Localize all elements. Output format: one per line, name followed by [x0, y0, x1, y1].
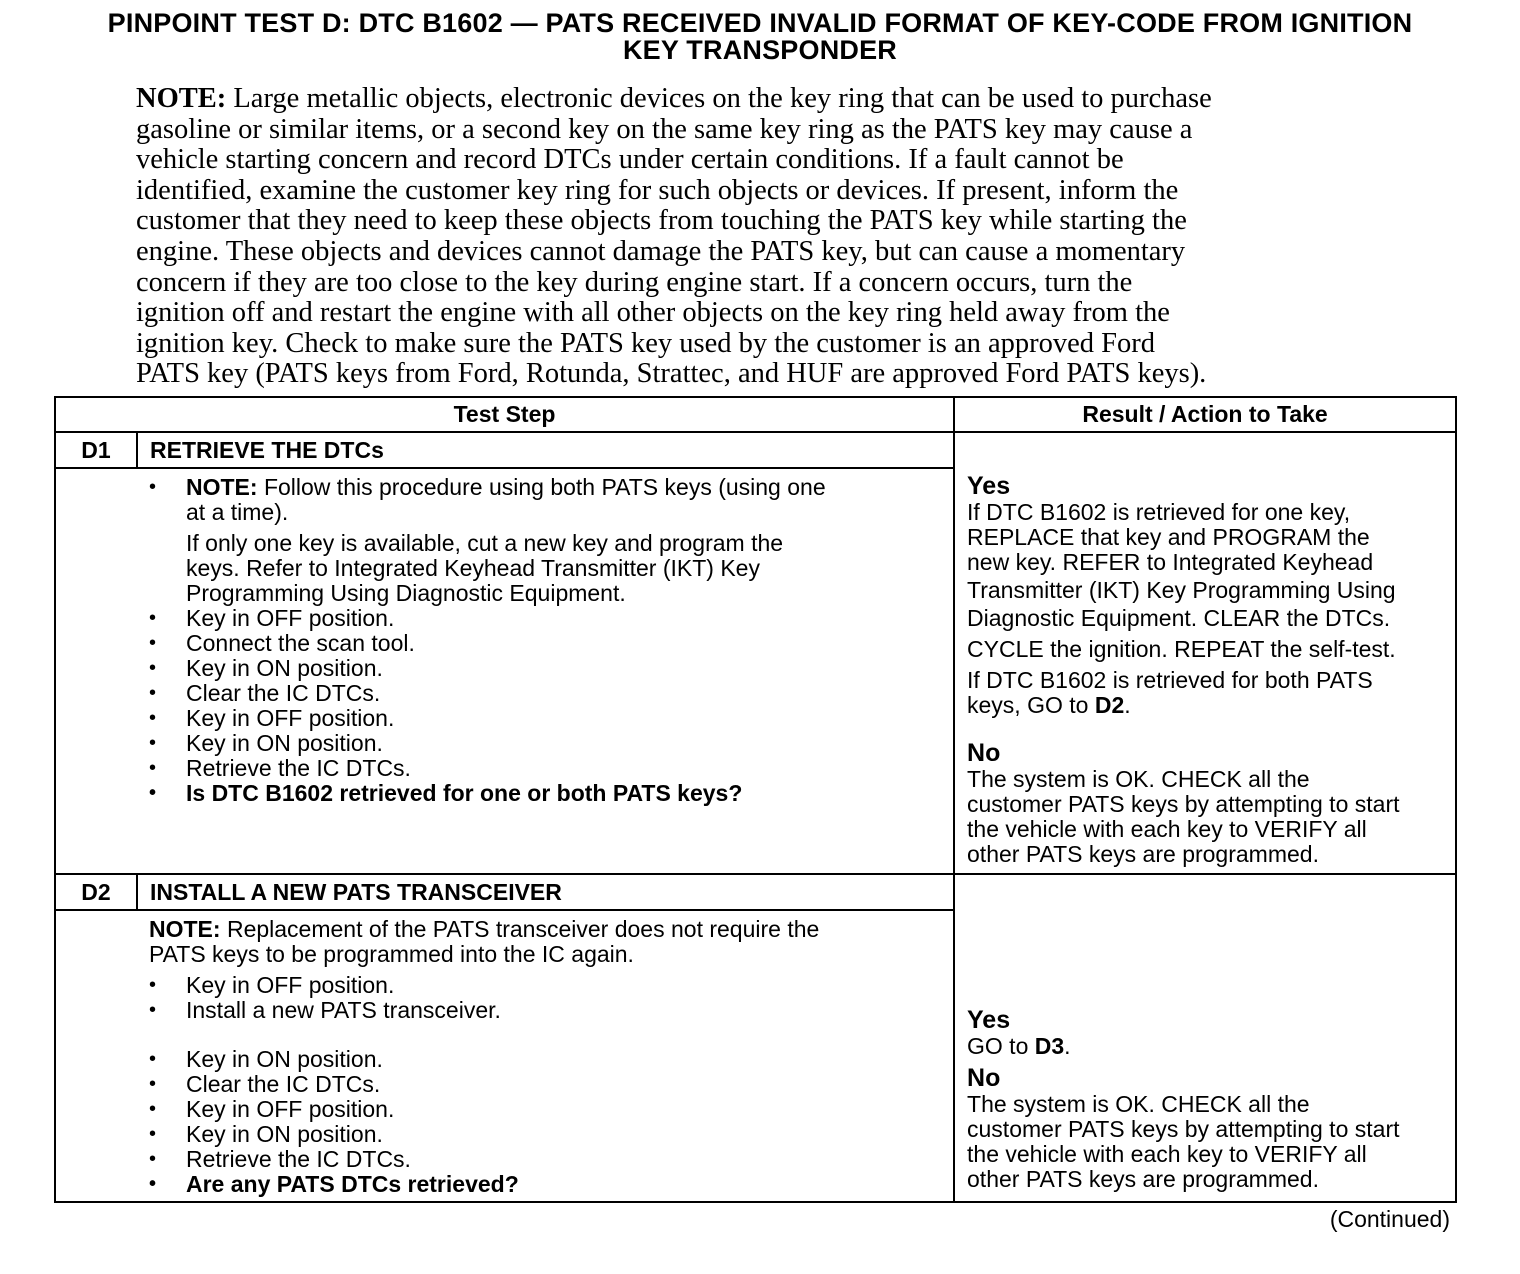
- list-item: • Key in ON position.: [149, 1122, 933, 1147]
- note-line: vehicle starting concern and record DTCs under certain conditions. If a fault cannot be: [136, 144, 1124, 176]
- step-id-d2: D2: [55, 874, 137, 910]
- list-item-continuation: keys. Refer to Integrated Keyhead Transmitter (IKT) Key: [186, 555, 760, 581]
- result-cell-d1: [954, 432, 1456, 874]
- pinpoint-test-table: [54, 396, 1457, 1203]
- result-line: the vehicle with each key to VERIFY all: [967, 816, 1367, 842]
- list-item: • Key in OFF position.: [149, 606, 933, 631]
- table-row: [55, 432, 1456, 468]
- result-line: If DTC B1602 is retrieved for one key,: [967, 499, 1351, 525]
- title-line-2: KEY TRANSPONDER: [622, 35, 898, 65]
- result-line: other PATS keys are programmed.: [967, 841, 1319, 867]
- list-item: • Retrieve the IC DTCs.: [149, 756, 933, 781]
- note-line: Large metallic objects, electronic devices on the key ring that can be used to purchase: [226, 83, 1212, 114]
- list-item: • Clear the IC DTCs.: [149, 681, 933, 706]
- step-question: • Is DTC B1602 retrieved for one or both PATS keys?: [149, 781, 933, 806]
- result-line: Diagnostic Equipment. CLEAR the DTCs.: [967, 605, 1391, 631]
- note-line: ignition key. Check to make sure the PATS key used by the customer is an approved Ford: [136, 327, 1155, 359]
- list-item: • Key in OFF position.: [149, 973, 933, 998]
- list-item: • Connect the scan tool.: [149, 631, 933, 656]
- result-line: Transmitter (IKT) Key Programming Using: [967, 577, 1396, 603]
- list-item-continuation: Programming Using Diagnostic Equipment.: [186, 580, 626, 606]
- list-item-continuation: If only one key is available, cut a new key and program the: [186, 530, 784, 556]
- result-line: keys, GO to D2.: [967, 692, 1131, 718]
- result-line: CYCLE the ignition. REPEAT the self-test.: [967, 636, 1396, 662]
- list-item-continuation: at a time).: [186, 499, 289, 525]
- list-item: • Install a new PATS transceiver.: [149, 998, 933, 1023]
- step-title-d1: RETRIEVE THE DTCs: [137, 432, 954, 468]
- step-note: NOTE: Replacement of the PATS transceiver does not require the: [149, 916, 820, 942]
- list-item: • Key in ON position.: [149, 731, 933, 756]
- result-line: customer PATS keys by attempting to start: [967, 791, 1400, 817]
- step-note-continuation: PATS keys to be programmed into the IC again.: [149, 941, 634, 967]
- header-result-action: Result / Action to Take: [954, 397, 1456, 432]
- result-line: new key. REFER to Integrated Keyhead: [967, 549, 1374, 575]
- note-line: identified, examine the customer key ring for such objects or devices. If present, inform the: [136, 174, 1179, 206]
- header-test-step: Test Step: [55, 397, 954, 432]
- result-line: The system is OK. CHECK all the: [967, 1091, 1310, 1117]
- note-line: PATS key (PATS keys from Ford, Rotunda, Strattec, and HUF are approved Ford PATS keys).: [136, 358, 1207, 390]
- result-line: REPLACE that key and PROGRAM the: [967, 524, 1370, 550]
- list-item: • NOTE: Follow this procedure using both PATS keys (using one: [149, 475, 933, 500]
- list-item: • Key in ON position.: [149, 656, 933, 681]
- no-label: No: [967, 1064, 1001, 1092]
- step-title-d2: INSTALL A NEW PATS TRANSCEIVER: [137, 874, 954, 910]
- step-ref-d2: D2: [1094, 692, 1125, 718]
- result-line: the vehicle with each key to VERIFY all: [967, 1141, 1367, 1167]
- yes-label: Yes: [967, 1006, 1011, 1034]
- table-header-row: [55, 397, 1456, 432]
- yes-label: Yes: [967, 472, 1011, 500]
- step-ref-d3: D3: [1034, 1033, 1065, 1059]
- continued-label: (Continued): [1329, 1206, 1450, 1232]
- step-body-d2: [137, 910, 954, 1202]
- result-line: other PATS keys are programmed.: [967, 1166, 1319, 1192]
- step-question: • Are any PATS DTCs retrieved?: [149, 1172, 933, 1197]
- page-title: [40, 10, 1480, 64]
- list-item: • Clear the IC DTCs.: [149, 1072, 933, 1097]
- step-id-blank: [55, 468, 137, 874]
- table-row: [55, 874, 1456, 910]
- note-label: NOTE:: [136, 83, 227, 114]
- title-line-1: PINPOINT TEST D: DTC B1602 — PATS RECEIVED INVALID FORMAT OF KEY-CODE FROM IGNITION: [107, 8, 1413, 38]
- result-line: The system is OK. CHECK all the: [967, 766, 1310, 792]
- note-line: ignition off and restart the engine with all other objects on the key ring held away from the: [136, 297, 1170, 329]
- list-item: • Retrieve the IC DTCs.: [149, 1147, 933, 1172]
- result-cell-d2: [954, 874, 1456, 1202]
- note-line: concern if they are too close to the key during engine start. If a concern occurs, turn the: [136, 266, 1133, 298]
- result-line: GO to D3.: [967, 1033, 1071, 1059]
- note-line: engine. These objects and devices cannot damage the PATS key, but can cause a momentary: [136, 235, 1186, 267]
- result-line: customer PATS keys by attempting to start: [967, 1116, 1400, 1142]
- note-line: gasoline or similar items, or a second key on the same key ring as the PATS key may cause a: [136, 113, 1193, 145]
- note-paragraph: [136, 84, 1376, 390]
- result-line: If DTC B1602 is retrieved for both PATS: [967, 667, 1373, 693]
- list-item: • Key in ON position.: [149, 1047, 933, 1072]
- list-item: • Key in OFF position.: [149, 706, 933, 731]
- list-item: • Key in OFF position.: [149, 1097, 933, 1122]
- no-label: No: [967, 739, 1001, 767]
- note-line: customer that they need to keep these objects from touching the PATS key while starting the: [136, 205, 1187, 237]
- step-body-d1: [137, 468, 954, 874]
- step-id-d1: D1: [55, 432, 137, 468]
- step-id-blank: [55, 910, 137, 1202]
